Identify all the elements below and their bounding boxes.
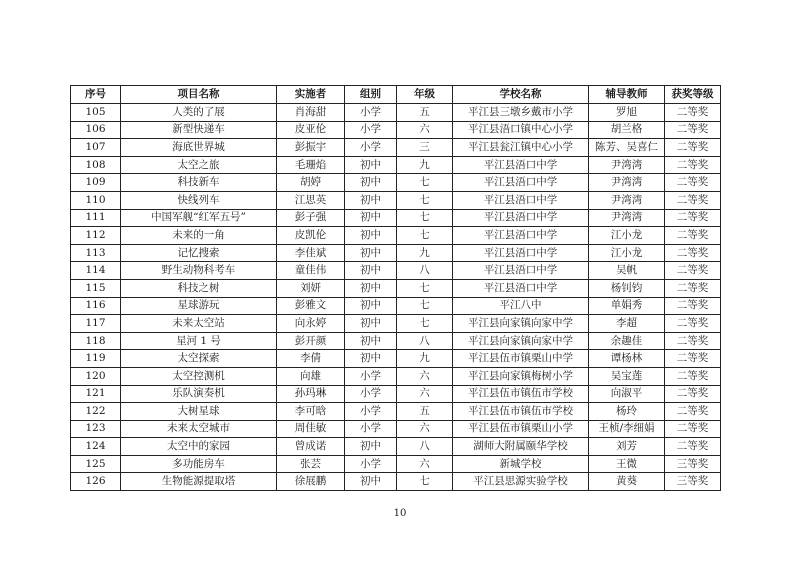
table-header-row (71, 86, 721, 104)
cell-student: 李佳斌 (277, 244, 345, 262)
cell-student: 彭开颜 (277, 332, 345, 350)
table-row (71, 385, 721, 403)
cell-student: 曾成诺 (277, 438, 345, 456)
cell-student: 皮凯伦 (277, 227, 345, 245)
cell-grade: 九 (397, 244, 453, 262)
table-row (71, 104, 721, 122)
table-row (71, 227, 721, 245)
cell-teacher: 单娟秀 (589, 297, 665, 315)
header-grade: 年级 (397, 86, 453, 104)
cell-teacher: 罗旭 (589, 104, 665, 122)
cell-award: 二等奖 (665, 367, 721, 385)
cell-teacher: 陈芳、吴喜仁 (589, 139, 665, 157)
cell-teacher: 余趣佳 (589, 332, 665, 350)
cell-group: 初中 (345, 279, 397, 297)
cell-index: 106 (71, 121, 121, 139)
cell-group: 初中 (345, 156, 397, 174)
cell-teacher: 尹湾湾 (589, 156, 665, 174)
cell-school: 平江县向家镇梅树小学 (453, 367, 589, 385)
cell-school: 平江县伍市镇栗山中学 (453, 350, 589, 368)
cell-project-name: 太空探索 (121, 350, 277, 368)
cell-group: 初中 (345, 244, 397, 262)
cell-group: 小学 (345, 403, 397, 421)
cell-grade: 九 (397, 156, 453, 174)
cell-school: 平江县浯口中学 (453, 262, 589, 280)
cell-school: 湖师大附属颐华学校 (453, 438, 589, 456)
cell-school: 平江县伍市镇栗山小学 (453, 420, 589, 438)
cell-student: 江思英 (277, 191, 345, 209)
cell-teacher: 尹湾湾 (589, 191, 665, 209)
table-row (71, 297, 721, 315)
cell-grade: 九 (397, 350, 453, 368)
cell-school: 平江八中 (453, 297, 589, 315)
cell-award: 二等奖 (665, 156, 721, 174)
cell-group: 初中 (345, 191, 397, 209)
header-school: 学校名称 (453, 86, 589, 104)
cell-school: 平江县瓮江镇中心小学 (453, 139, 589, 157)
table-row (71, 121, 721, 139)
cell-grade: 五 (397, 104, 453, 122)
cell-school: 平江县思源实验学校 (453, 473, 589, 491)
cell-student: 毛珊焰 (277, 156, 345, 174)
cell-award: 二等奖 (665, 104, 721, 122)
cell-project-name: 太空之旅 (121, 156, 277, 174)
cell-school: 平江县浯口中学 (453, 191, 589, 209)
cell-group: 初中 (345, 473, 397, 491)
cell-student: 肖海甜 (277, 104, 345, 122)
cell-award: 二等奖 (665, 174, 721, 192)
cell-teacher: 向淑平 (589, 385, 665, 403)
table-row (71, 191, 721, 209)
header-award: 获奖等级 (665, 86, 721, 104)
cell-project-name: 乐队演奏机 (121, 385, 277, 403)
cell-award: 二等奖 (665, 438, 721, 456)
cell-grade: 八 (397, 262, 453, 280)
cell-grade: 八 (397, 438, 453, 456)
cell-grade: 五 (397, 403, 453, 421)
cell-project-name: 中国军舰“红军五号” (121, 209, 277, 227)
table-row (71, 174, 721, 192)
cell-award: 二等奖 (665, 244, 721, 262)
cell-teacher: 王桢/李细娟 (589, 420, 665, 438)
cell-school: 平江县向家镇向家中学 (453, 315, 589, 333)
cell-project-name: 快线列车 (121, 191, 277, 209)
table-row (71, 403, 721, 421)
cell-project-name: 未来的一角 (121, 227, 277, 245)
table-row (71, 139, 721, 157)
cell-teacher: 胡兰格 (589, 121, 665, 139)
cell-group: 小学 (345, 420, 397, 438)
cell-index: 121 (71, 385, 121, 403)
awards-table (70, 85, 721, 491)
cell-index: 110 (71, 191, 121, 209)
cell-award: 二等奖 (665, 191, 721, 209)
cell-index: 122 (71, 403, 121, 421)
cell-award: 二等奖 (665, 262, 721, 280)
cell-group: 初中 (345, 332, 397, 350)
cell-teacher: 江小龙 (589, 227, 665, 245)
cell-award: 二等奖 (665, 297, 721, 315)
header-index: 序号 (71, 86, 121, 104)
table-row (71, 209, 721, 227)
cell-group: 小学 (345, 139, 397, 157)
cell-project-name: 未来太空站 (121, 315, 277, 333)
cell-award: 二等奖 (665, 121, 721, 139)
cell-index: 111 (71, 209, 121, 227)
cell-group: 初中 (345, 350, 397, 368)
cell-grade: 六 (397, 367, 453, 385)
cell-grade: 六 (397, 420, 453, 438)
cell-school: 平江县浯口中学 (453, 174, 589, 192)
cell-teacher: 江小龙 (589, 244, 665, 262)
cell-group: 小学 (345, 455, 397, 473)
cell-grade: 六 (397, 121, 453, 139)
cell-teacher: 尹湾湾 (589, 209, 665, 227)
cell-index: 120 (71, 367, 121, 385)
cell-index: 115 (71, 279, 121, 297)
cell-award: 二等奖 (665, 403, 721, 421)
cell-project-name: 新型快递车 (121, 121, 277, 139)
cell-student: 孙玛琳 (277, 385, 345, 403)
cell-group: 初中 (345, 262, 397, 280)
cell-school: 平江县浯口中学 (453, 244, 589, 262)
table-row (71, 332, 721, 350)
header-teacher: 辅导教师 (589, 86, 665, 104)
cell-award: 二等奖 (665, 139, 721, 157)
cell-group: 小学 (345, 385, 397, 403)
table-row (71, 350, 721, 368)
cell-award: 二等奖 (665, 385, 721, 403)
cell-student: 彭雅文 (277, 297, 345, 315)
cell-project-name: 星河 1 号 (121, 332, 277, 350)
cell-group: 初中 (345, 209, 397, 227)
cell-student: 胡婷 (277, 174, 345, 192)
cell-group: 初中 (345, 227, 397, 245)
cell-school: 平江县向家镇向家中学 (453, 332, 589, 350)
cell-group: 小学 (345, 104, 397, 122)
page-number: 10 (393, 508, 407, 519)
cell-school: 平江县浯口中学 (453, 156, 589, 174)
cell-award: 二等奖 (665, 315, 721, 333)
cell-student: 向雄 (277, 367, 345, 385)
cell-group: 初中 (345, 297, 397, 315)
cell-index: 117 (71, 315, 121, 333)
cell-project-name: 科技之树 (121, 279, 277, 297)
cell-project-name: 多功能房车 (121, 455, 277, 473)
cell-award: 二等奖 (665, 350, 721, 368)
cell-index: 105 (71, 104, 121, 122)
cell-award: 三等奖 (665, 473, 721, 491)
cell-grade: 七 (397, 191, 453, 209)
cell-grade: 八 (397, 332, 453, 350)
cell-school: 新城学校 (453, 455, 589, 473)
cell-grade: 七 (397, 227, 453, 245)
cell-teacher: 杨钊钧 (589, 279, 665, 297)
cell-teacher: 王微 (589, 455, 665, 473)
cell-teacher: 谭杨林 (589, 350, 665, 368)
cell-index: 125 (71, 455, 121, 473)
cell-project-name: 太空控测机 (121, 367, 277, 385)
cell-student: 童佳伟 (277, 262, 345, 280)
cell-grade: 七 (397, 174, 453, 192)
cell-grade: 六 (397, 455, 453, 473)
cell-grade: 七 (397, 315, 453, 333)
table-row (71, 244, 721, 262)
cell-teacher: 吴宝莲 (589, 367, 665, 385)
cell-index: 118 (71, 332, 121, 350)
cell-teacher: 尹湾湾 (589, 174, 665, 192)
table-row (71, 279, 721, 297)
cell-project-name: 星球游玩 (121, 297, 277, 315)
cell-project-name: 人类的了展 (121, 104, 277, 122)
cell-student: 张芸 (277, 455, 345, 473)
cell-student: 皮亚伦 (277, 121, 345, 139)
cell-index: 112 (71, 227, 121, 245)
cell-index: 126 (71, 473, 121, 491)
cell-award: 二等奖 (665, 209, 721, 227)
cell-school: 平江县伍市镇伍市学校 (453, 403, 589, 421)
cell-award: 二等奖 (665, 279, 721, 297)
cell-student: 李倩 (277, 350, 345, 368)
cell-award: 二等奖 (665, 420, 721, 438)
cell-grade: 七 (397, 279, 453, 297)
table-body (71, 104, 721, 491)
cell-school: 平江县浯口中学 (453, 209, 589, 227)
table-row (71, 262, 721, 280)
cell-project-name: 野生动物科考车 (121, 262, 277, 280)
cell-index: 113 (71, 244, 121, 262)
cell-student: 李可晗 (277, 403, 345, 421)
cell-project-name: 太空中的家园 (121, 438, 277, 456)
header-student: 实施者 (277, 86, 345, 104)
cell-project-name: 大树星球 (121, 403, 277, 421)
cell-student: 刘妍 (277, 279, 345, 297)
cell-project-name: 生物能源提取塔 (121, 473, 277, 491)
cell-teacher: 黄葵 (589, 473, 665, 491)
cell-group: 初中 (345, 174, 397, 192)
cell-student: 徐展鹏 (277, 473, 345, 491)
cell-grade: 七 (397, 473, 453, 491)
cell-teacher: 李超 (589, 315, 665, 333)
cell-award: 二等奖 (665, 332, 721, 350)
cell-project-name: 记忆搜索 (121, 244, 277, 262)
cell-teacher: 刘芳 (589, 438, 665, 456)
cell-group: 初中 (345, 438, 397, 456)
cell-teacher: 吴帆 (589, 262, 665, 280)
table-row (71, 455, 721, 473)
cell-student: 向永婷 (277, 315, 345, 333)
cell-index: 119 (71, 350, 121, 368)
table-row (71, 438, 721, 456)
table-row (71, 367, 721, 385)
cell-student: 彭子强 (277, 209, 345, 227)
cell-school: 平江县浯口镇中心小学 (453, 121, 589, 139)
cell-school: 平江县伍市镇伍市学校 (453, 385, 589, 403)
header-group: 组别 (345, 86, 397, 104)
cell-group: 小学 (345, 367, 397, 385)
cell-group: 初中 (345, 315, 397, 333)
table-row (71, 473, 721, 491)
table-row (71, 156, 721, 174)
cell-index: 109 (71, 174, 121, 192)
header-project-name: 项目名称 (121, 86, 277, 104)
cell-grade: 三 (397, 139, 453, 157)
cell-award: 三等奖 (665, 455, 721, 473)
cell-student: 彭振宇 (277, 139, 345, 157)
cell-index: 114 (71, 262, 121, 280)
cell-index: 116 (71, 297, 121, 315)
cell-grade: 七 (397, 297, 453, 315)
cell-student: 周佳敏 (277, 420, 345, 438)
cell-award: 二等奖 (665, 227, 721, 245)
cell-index: 123 (71, 420, 121, 438)
cell-grade: 六 (397, 385, 453, 403)
cell-index: 108 (71, 156, 121, 174)
cell-project-name: 科技新车 (121, 174, 277, 192)
cell-grade: 七 (397, 209, 453, 227)
table-row (71, 420, 721, 438)
table-row (71, 315, 721, 333)
cell-project-name: 未来太空城市 (121, 420, 277, 438)
cell-teacher: 杨玲 (589, 403, 665, 421)
cell-group: 小学 (345, 121, 397, 139)
cell-index: 124 (71, 438, 121, 456)
cell-school: 平江县浯口中学 (453, 279, 589, 297)
cell-school: 平江县浯口中学 (453, 227, 589, 245)
cell-index: 107 (71, 139, 121, 157)
cell-school: 平江县三墩乡戴市小学 (453, 104, 589, 122)
cell-project-name: 海底世界城 (121, 139, 277, 157)
